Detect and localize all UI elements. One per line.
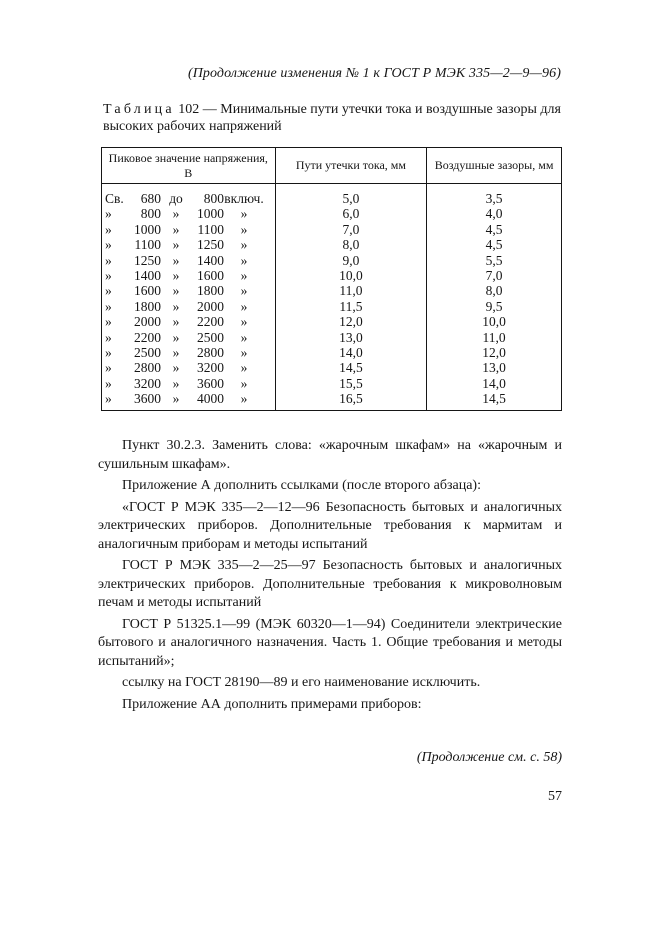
paragraph-ref-51325: ГОСТ Р 51325.1—99 (МЭК 60320—1—94) Соединители электрические бытового и аналогичного назначения. Часть 1. Общие требования и методы испытаний»; [98,616,562,669]
voltage-from: 3600 [134,391,161,407]
cell-clearance: 4,0 [427,206,562,221]
voltage-suffix: » [240,237,248,253]
cell-creepage: 8,0 [275,237,427,252]
cell-clearance: 4,5 [427,237,562,252]
voltage-suffix: » [240,252,248,268]
voltage-from: 2000 [134,314,161,330]
voltage-suffix: » [240,345,248,361]
table-row [102,283,562,298]
cell-clearance: 3,5 [427,184,562,207]
continuation-note: (Продолжение см. с. 58) [416,750,562,765]
voltage-suffix: » [240,206,248,222]
cell-clearance: 9,5 [427,299,562,314]
voltage-connector: » [172,221,180,237]
paragraph-appendix-aa: Приложение АА дополнить примерами приборов: [122,696,422,712]
voltage-prefix: » [105,314,112,330]
paragraph-ref-28190: ссылку на ГОСТ 28190—89 и его наименование исключить. [122,675,481,690]
voltage-suffix: » [240,329,248,345]
cell-creepage: 14,5 [275,360,427,375]
header-clearance: Воздушные зазоры, мм [427,148,562,184]
voltage-from: 2200 [134,329,161,345]
cell-voltage-range [102,376,276,391]
table-row [102,222,562,237]
cell-clearance: 14,0 [427,376,562,391]
cell-voltage-range [102,360,276,375]
cell-voltage-range [102,237,276,252]
voltage-suffix: » [240,360,248,376]
voltage-prefix: » [105,298,112,314]
voltage-prefix: » [105,329,112,345]
cell-voltage-range [102,345,276,360]
cell-creepage: 5,0 [275,184,427,207]
voltage-connector: » [172,237,180,253]
voltage-suffix: включ. [224,191,264,206]
table-caption-text: — Минимальные пути утечки тока и воздушные зазоры для высоких рабочих напряжений [103,102,561,134]
cell-creepage: 10,0 [275,268,427,283]
cell-voltage-range [102,206,276,221]
voltage-connector: » [172,345,180,361]
header-creepage: Пути утечки тока, мм [275,148,427,184]
voltage-to: 1400 [197,252,224,268]
table-row [102,253,562,268]
table-caption-label: Таблица [103,102,175,117]
voltage-connector: до [169,191,183,206]
voltage-prefix: Св. [105,191,124,206]
voltage-connector: » [172,375,180,391]
voltage-prefix: » [105,360,112,376]
cell-clearance: 4,5 [427,222,562,237]
cell-clearance: 12,0 [427,345,562,360]
table-row [102,237,562,252]
cell-clearance: 8,0 [427,283,562,298]
voltage-from: 800 [140,206,161,222]
voltage-to: 1600 [197,268,224,284]
cell-voltage-range [102,283,276,298]
voltage-to: 2200 [197,314,224,330]
voltage-suffix: » [240,221,248,237]
voltage-connector: » [172,206,180,222]
voltage-from: 680 [140,191,161,206]
voltage-from: 1000 [134,221,161,237]
running-header: (Продолжение изменения № 1 к ГОСТ Р МЭК 335—2—9—96) [187,66,561,81]
table-row [102,330,562,345]
voltage-to: 1800 [197,283,224,299]
table-body [102,184,562,411]
cell-voltage-range [102,391,276,410]
cell-creepage: 11,5 [275,299,427,314]
voltage-from: 1250 [134,252,161,268]
voltage-from: 1400 [134,268,161,284]
voltage-to: 1250 [197,237,224,253]
paragraph-ref-335-2-25: ГОСТ Р МЭК 335—2—25—97 Безопасность бытовых и аналогичных электрических приборов. Дополнительные требования к микроволновым печам и методы испытаний [98,558,562,610]
voltage-to: 1000 [197,206,224,222]
cell-voltage-range [102,253,276,268]
voltage-suffix: » [240,391,248,407]
voltage-from: 2800 [134,360,161,376]
cell-voltage-range [102,184,276,207]
page-number: 57 [548,789,562,804]
voltage-to: 1100 [197,221,224,237]
voltage-prefix: » [105,345,112,361]
cell-clearance: 10,0 [427,314,562,329]
body-text [98,437,562,717]
voltage-prefix: » [105,283,112,299]
cell-creepage: 11,0 [275,283,427,298]
table-caption [103,101,563,135]
voltage-to: 3200 [197,360,224,376]
table-row [102,314,562,329]
table-row [102,345,562,360]
voltage-suffix: » [240,314,248,330]
cell-voltage-range [102,222,276,237]
voltage-suffix: » [240,375,248,391]
voltage-suffix: » [240,283,248,299]
voltage-to: 2500 [197,329,224,345]
cell-clearance: 7,0 [427,268,562,283]
cell-creepage: 15,5 [275,376,427,391]
voltage-connector: » [172,298,180,314]
table-row [102,299,562,314]
table-row [102,268,562,283]
voltage-prefix: » [105,206,112,222]
cell-clearance: 14,5 [427,391,562,410]
table-row [102,391,562,410]
voltage-suffix: » [240,268,248,284]
voltage-prefix: » [105,237,112,253]
cell-clearance: 11,0 [427,330,562,345]
voltage-connector: » [172,252,180,268]
cell-creepage: 9,0 [275,253,427,268]
cell-creepage: 16,5 [275,391,427,410]
table-row [102,360,562,375]
voltage-to: 2000 [197,298,224,314]
paragraph-ref-335-2-12: «ГОСТ Р МЭК 335—2—12—96 Безопасность бытовых и аналогичных электрических приборов. Дополнительные требования к мармитам и аналогичным приборам и методы испытаний [98,499,562,552]
voltage-to: 800 [203,191,224,206]
cell-voltage-range [102,330,276,345]
voltage-from: 3200 [134,375,161,391]
paragraph-appendix-a: Приложение А дополнить ссылками (после второго абзаца): [122,478,481,493]
cell-creepage: 12,0 [275,314,427,329]
table-row [102,376,562,391]
voltage-suffix: » [240,298,248,314]
voltage-to: 2800 [197,345,224,361]
voltage-connector: » [172,283,180,299]
voltage-prefix: » [105,252,112,268]
voltage-prefix: » [105,391,112,407]
voltage-prefix: » [105,221,112,237]
voltage-connector: » [172,268,180,284]
table-row [102,206,562,221]
voltage-connector: » [172,360,180,376]
voltage-prefix: » [105,375,112,391]
table-header-row [102,148,562,184]
table-row [102,184,562,207]
cell-creepage: 13,0 [275,330,427,345]
voltage-connector: » [172,391,180,407]
cell-voltage-range [102,299,276,314]
voltage-connector: » [172,329,180,345]
voltage-connector: » [172,314,180,330]
header-peak-voltage: Пиковое значение напряжения, В [102,148,276,184]
paragraph-clause-30-2-3: Пункт 30.2.3. Заменить слова: «жарочным шкафам» на «жарочным и сушильным шкафам». [98,438,562,472]
voltage-prefix: » [105,268,112,284]
voltage-from: 1100 [134,237,161,253]
cell-voltage-range [102,314,276,329]
voltage-from: 1800 [134,298,161,314]
cell-creepage: 7,0 [275,222,427,237]
cell-voltage-range [102,268,276,283]
voltage-to: 3600 [197,375,224,391]
cell-clearance: 5,5 [427,253,562,268]
cell-creepage: 6,0 [275,206,427,221]
cell-clearance: 13,0 [427,360,562,375]
cell-creepage: 14,0 [275,345,427,360]
voltage-to: 4000 [197,391,224,407]
clearance-table [101,147,562,411]
voltage-from: 2500 [134,345,161,361]
table-caption-number: 102 [178,102,200,117]
voltage-from: 1600 [134,283,161,299]
